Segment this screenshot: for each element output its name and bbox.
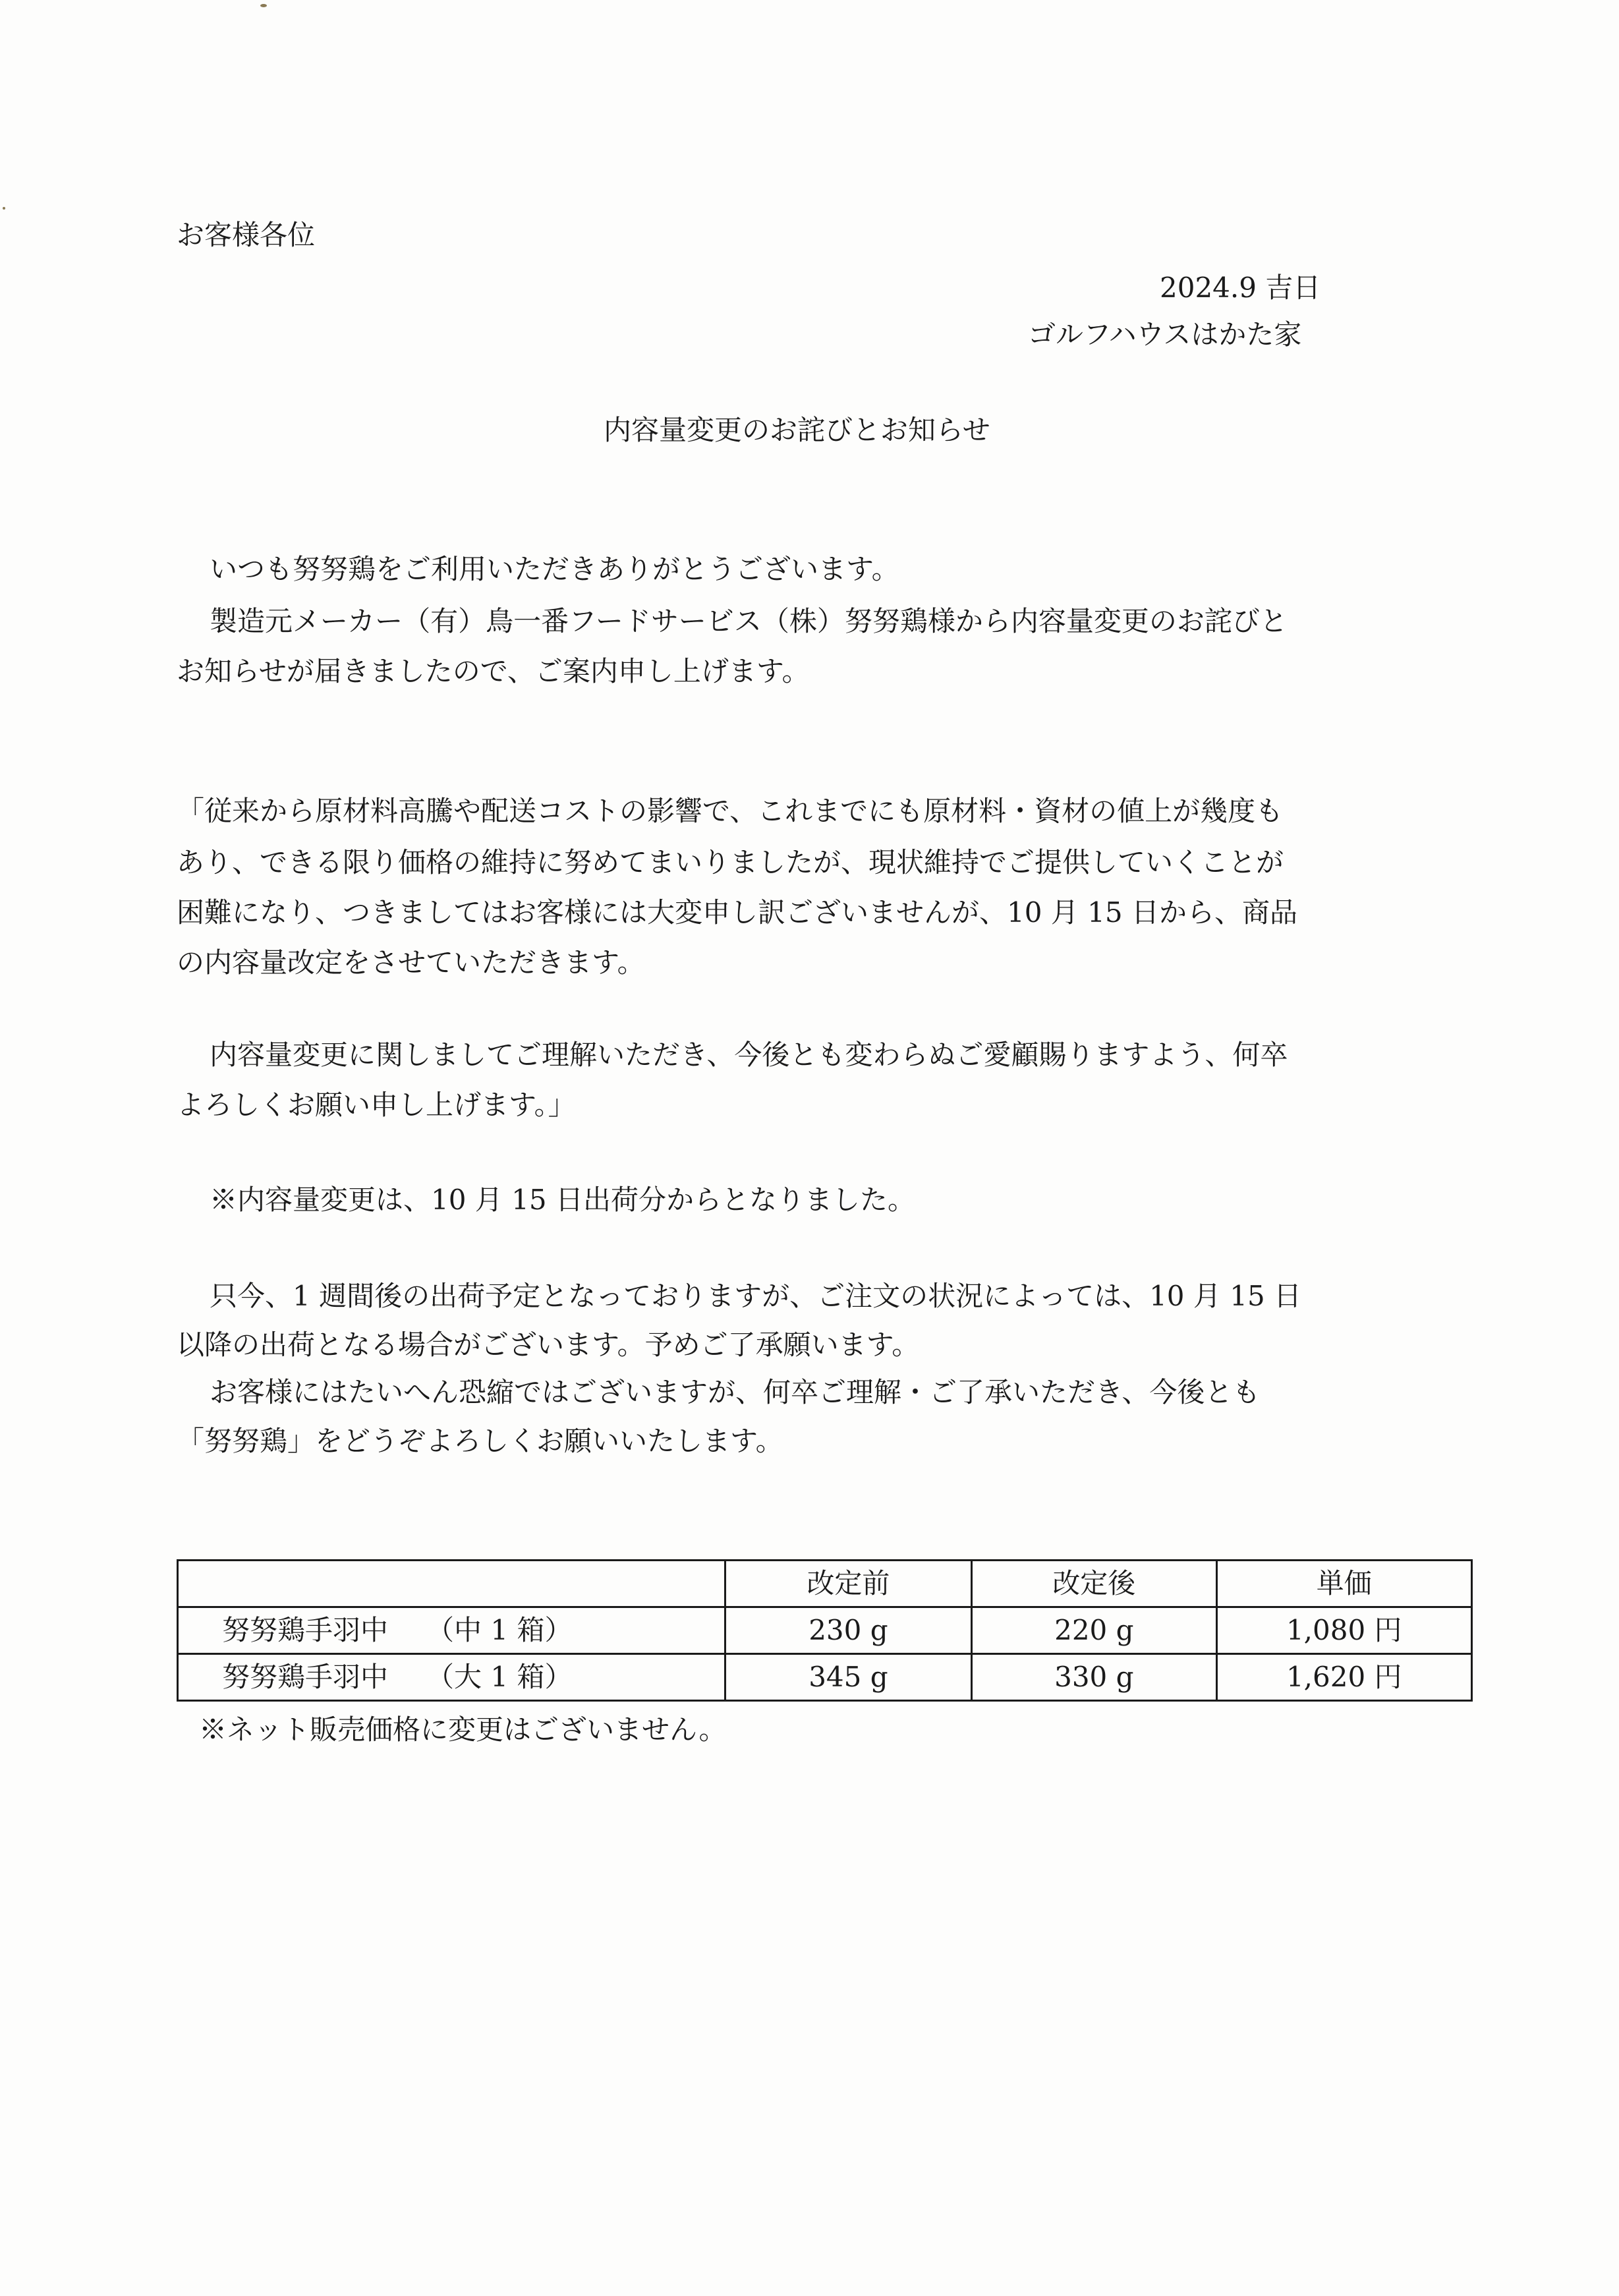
document-title: 内容量変更のお詫びとお知らせ (604, 414, 990, 446)
table-header-row (178, 1561, 1472, 1607)
product-name: 努努鶏手羽中 (222, 1614, 389, 1646)
shipping-line-2: 以降の出荷となる場合がございます。予めご了承願います。 (177, 1329, 920, 1361)
shipping-line-3: お客様にはたいへん恐縮ではございますが、何卒ご理解・ご了承いただき、今後とも (210, 1376, 1261, 1408)
after-cell: 330 g (972, 1654, 1216, 1701)
product-name: 努努鶏手羽中 (222, 1661, 389, 1693)
quote-line-4: の内容量改定をさせていただきます。 (177, 946, 645, 979)
table-row (178, 1607, 1472, 1654)
quote-line-3: 困難になり、つきましてはお客様には大変申し訳ございませんが、10 月 15 日から、商品 (177, 896, 1297, 929)
shipping-line-4: 「努努鶏」をどうぞよろしくお願いいたします。 (177, 1425, 783, 1457)
before-cell: 230 g (725, 1607, 971, 1654)
header-product (178, 1561, 725, 1607)
quote-line-1: 「従来から原材料高騰や配送コストの影響で、これまでにも原材料・資材の値上が幾度も (177, 795, 1284, 827)
table-note: ※ネット販売価格に変更はございません。 (199, 1713, 727, 1746)
intro-line-2: 製造元メーカー（有）鳥一番フードサービス（株）努努鶏様から内容量変更のお詫びと (210, 605, 1288, 637)
header-before: 改定前 (725, 1561, 971, 1607)
table-row (178, 1654, 1472, 1701)
content-change-table (177, 1559, 1473, 1702)
after-cell: 220 g (972, 1607, 1216, 1654)
intro-line-1: いつも努努鶏をご利用いただきありがとうございます。 (210, 553, 899, 585)
price-cell: 1,080 円 (1216, 1607, 1471, 1654)
scan-speck (3, 207, 5, 210)
scan-speck (260, 4, 267, 7)
product-size: （中 1 箱） (426, 1614, 573, 1646)
intro-line-3: お知らせが届きましたので、ご案内申し上げます。 (177, 655, 810, 687)
header-after: 改定後 (972, 1561, 1216, 1607)
product-cell (178, 1607, 725, 1654)
change-notice: ※内容量変更は、10 月 15 日出荷分からとなりました。 (210, 1184, 915, 1216)
document-date: 2024.9 吉日 (1160, 272, 1321, 304)
quote-line-6: よろしくお願い申し上げます。」 (177, 1089, 576, 1121)
quote-line-5: 内容量変更に関しましてご理解いただき、今後とも変わらぬご愛顧賜りますよう、何卒 (210, 1039, 1288, 1071)
quote-line-2: あり、できる限り価格の維持に努めてまいりましたが、現状維持でご提供していくことが (177, 846, 1284, 878)
before-cell: 345 g (725, 1654, 971, 1701)
product-size: （大 1 箱） (426, 1661, 573, 1693)
sender-name: ゴルフハウスはかた家 (1028, 318, 1302, 351)
shipping-line-1: 只今、1 週間後の出荷予定となっておりますが、ご注文の状況によっては、10 月 15 日 (210, 1280, 1302, 1312)
header-unit-price: 単価 (1216, 1561, 1471, 1607)
product-cell (178, 1654, 725, 1701)
addressee: お客様各位 (177, 219, 316, 251)
price-cell: 1,620 円 (1216, 1654, 1471, 1701)
